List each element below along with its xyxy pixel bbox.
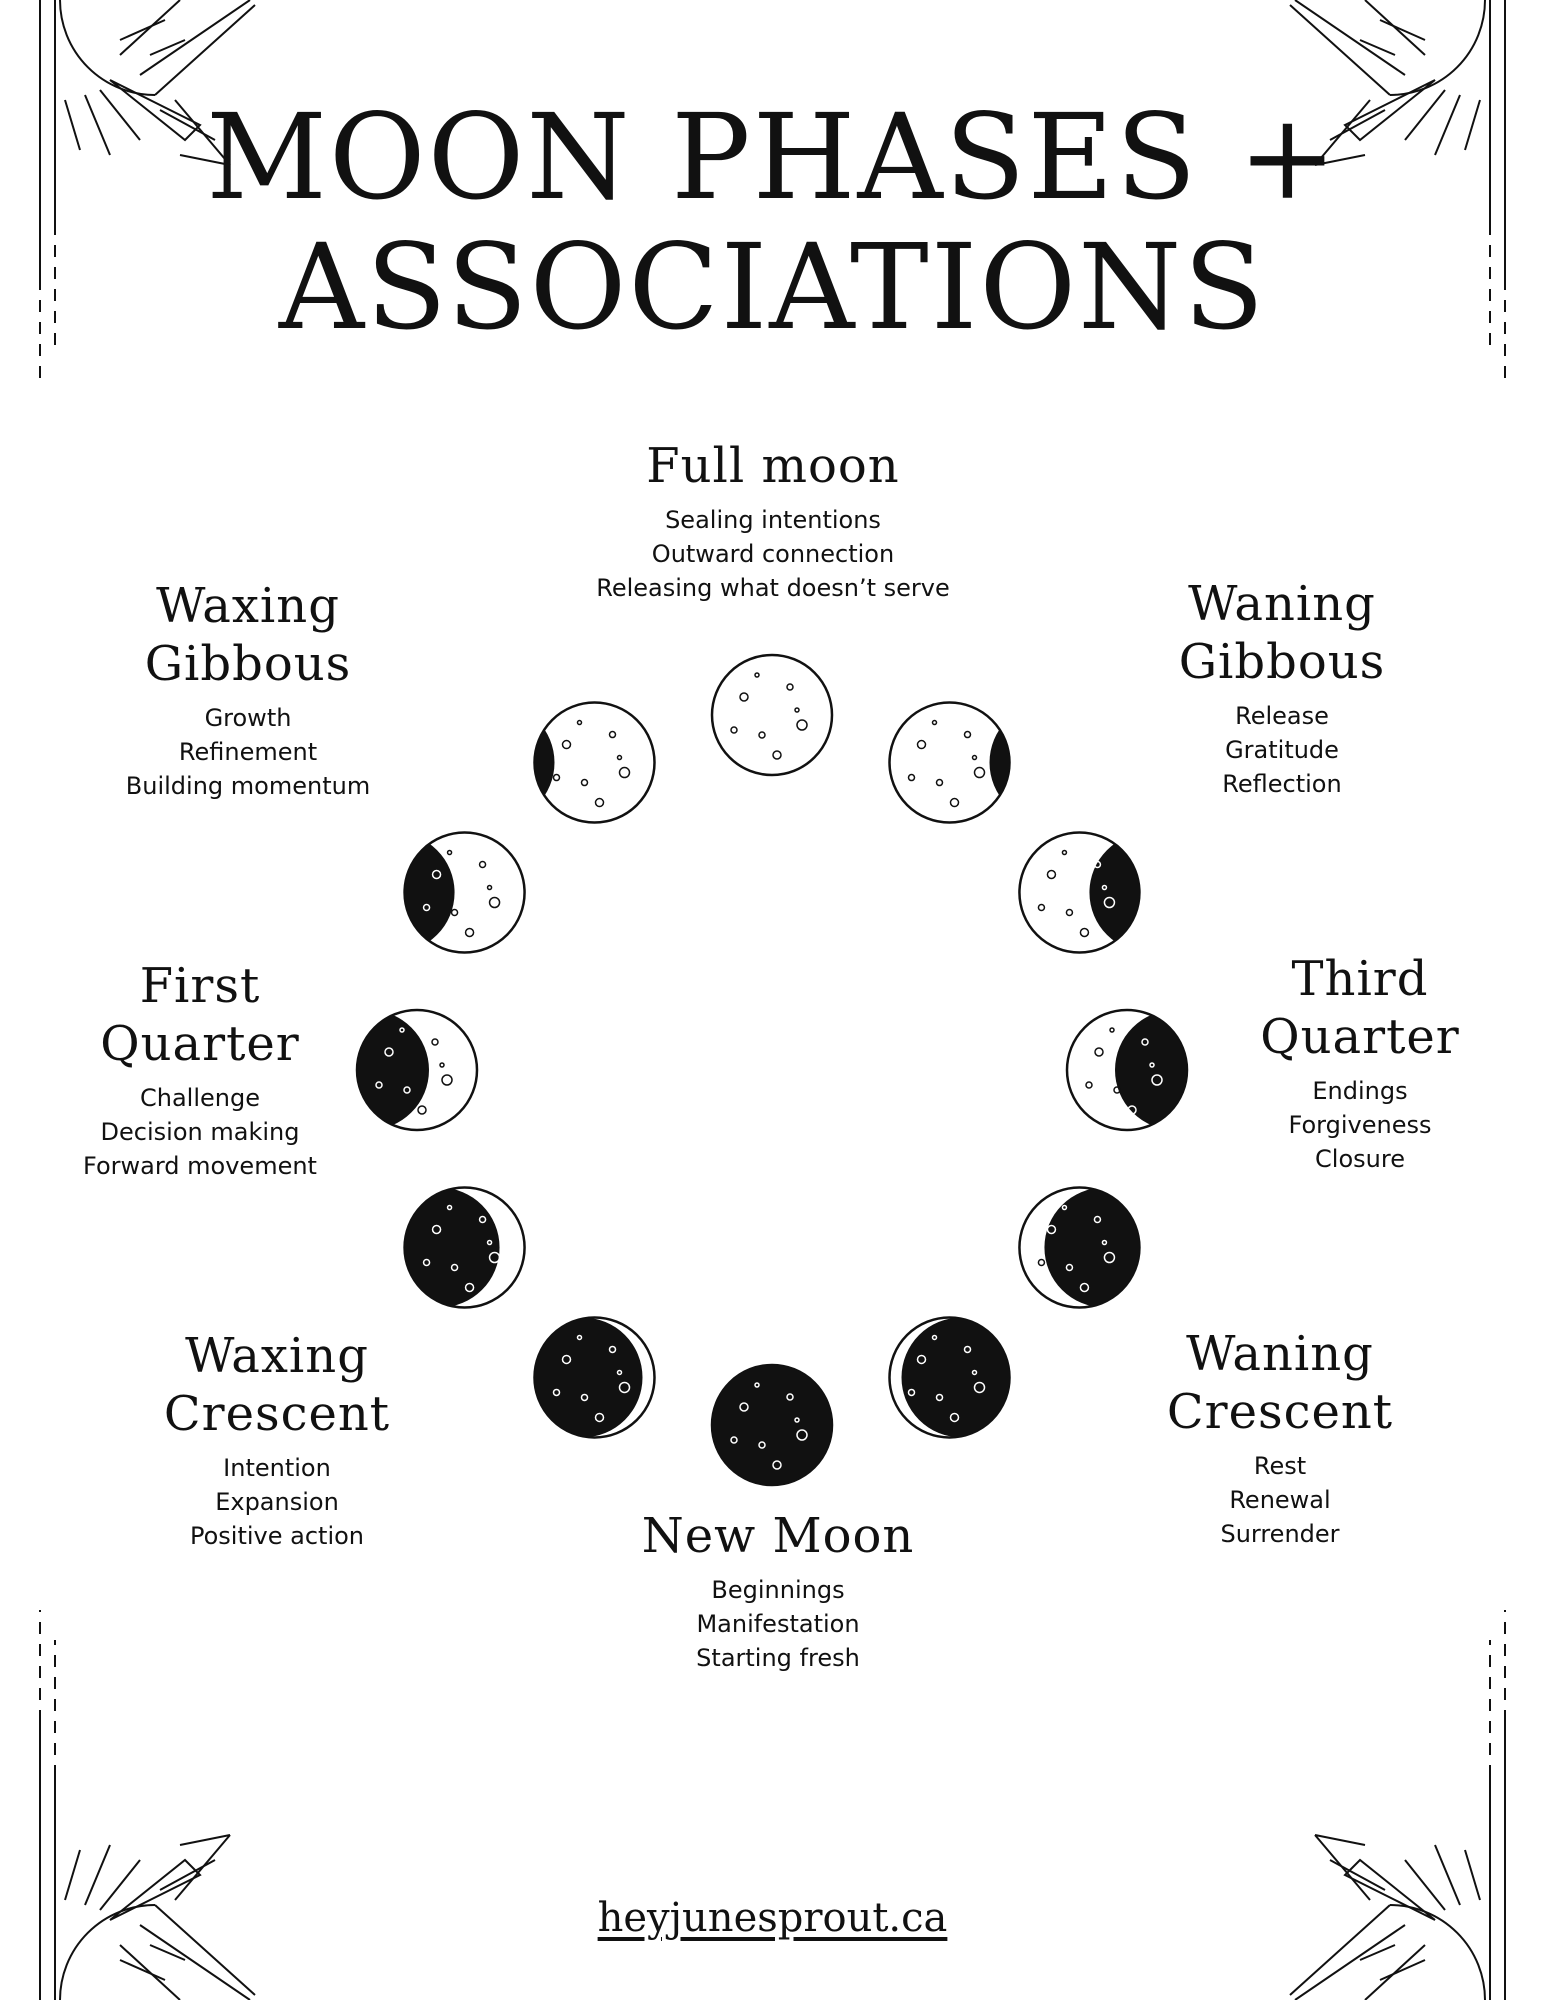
association-item: Challenge bbox=[140, 1084, 260, 1112]
phase-name-line: Crescent bbox=[163, 1386, 391, 1442]
association-item: Forgiveness bbox=[1288, 1111, 1432, 1139]
new-moon-icon bbox=[712, 1365, 832, 1485]
waning-gibbous-1-icon bbox=[890, 703, 1110, 823]
phase-name-line: Waning bbox=[1186, 1326, 1374, 1382]
phase-name-line: Full moon bbox=[646, 438, 900, 494]
association-item: Decision making bbox=[100, 1118, 300, 1146]
phase-associations-waxing-gibbous bbox=[98, 701, 398, 803]
phase-name-line: New Moon bbox=[641, 1508, 915, 1564]
association-item: Manifestation bbox=[696, 1610, 860, 1638]
association-item: Building momentum bbox=[125, 772, 371, 800]
waxing-gibbous-1-icon bbox=[435, 703, 655, 823]
phase-full-moon bbox=[573, 437, 973, 605]
phase-associations-third-quarter bbox=[1210, 1074, 1510, 1176]
phase-new-moon bbox=[578, 1507, 978, 1675]
phase-name-line: Quarter bbox=[1260, 1009, 1460, 1065]
association-item: Surrender bbox=[1220, 1520, 1340, 1548]
phase-waxing-gibbous bbox=[98, 577, 398, 803]
phase-waning-crescent bbox=[1130, 1325, 1430, 1551]
association-item: Endings bbox=[1312, 1077, 1408, 1105]
phase-third-quarter bbox=[1210, 950, 1510, 1176]
association-item: Rest bbox=[1253, 1452, 1307, 1480]
page-title-line-2: ASSOCIATIONS bbox=[278, 218, 1267, 356]
association-item: Growth bbox=[204, 704, 292, 732]
phase-name-new-moon bbox=[578, 1507, 978, 1565]
association-item: Gratitude bbox=[1225, 736, 1339, 764]
association-item: Beginnings bbox=[711, 1576, 845, 1604]
phase-waxing-crescent bbox=[127, 1327, 427, 1553]
phase-name-line: Third bbox=[1291, 951, 1429, 1007]
phase-name-waning-gibbous bbox=[1132, 575, 1432, 691]
association-item: Outward connection bbox=[651, 540, 895, 568]
phase-associations-waning-crescent bbox=[1130, 1449, 1430, 1551]
phase-name-waning-crescent bbox=[1130, 1325, 1430, 1441]
waxing-gibbous-2-icon bbox=[335, 833, 525, 953]
phase-waning-gibbous bbox=[1132, 575, 1432, 801]
phase-name-first-quarter bbox=[50, 957, 350, 1073]
phase-first-quarter bbox=[50, 957, 350, 1183]
phase-associations-full-moon bbox=[573, 503, 973, 605]
association-item: Sealing intentions bbox=[665, 506, 881, 534]
phase-associations-waxing-crescent bbox=[127, 1451, 427, 1553]
association-item: Starting fresh bbox=[696, 1644, 860, 1672]
phase-name-line: Quarter bbox=[100, 1016, 300, 1072]
association-item: Release bbox=[1235, 702, 1329, 730]
association-item: Expansion bbox=[215, 1488, 339, 1516]
association-item: Renewal bbox=[1229, 1486, 1331, 1514]
waning-crescent-1-icon bbox=[1019, 1188, 1164, 1308]
phase-name-waxing-crescent bbox=[127, 1327, 427, 1443]
association-item: Intention bbox=[223, 1454, 331, 1482]
phase-name-waxing-gibbous bbox=[98, 577, 398, 693]
phase-name-line: First bbox=[139, 958, 261, 1014]
phase-name-third-quarter bbox=[1210, 950, 1510, 1066]
association-item: Reflection bbox=[1222, 770, 1342, 798]
full-moon-icon bbox=[712, 655, 832, 775]
phase-name-line: Gibbous bbox=[1178, 634, 1386, 690]
website-link[interactable]: heyjunesprout.ca bbox=[597, 1895, 948, 1941]
waning-gibbous-2-icon bbox=[1019, 833, 1209, 953]
phase-associations-new-moon bbox=[578, 1573, 978, 1675]
association-item: Refinement bbox=[178, 738, 318, 766]
phase-name-line: Waxing bbox=[185, 1328, 369, 1384]
page-title-line-1: MOON PHASES + bbox=[206, 88, 1339, 226]
phase-associations-waning-gibbous bbox=[1132, 699, 1432, 801]
phase-name-line: Crescent bbox=[1166, 1384, 1394, 1440]
waning-crescent-2-icon bbox=[890, 1317, 1022, 1437]
association-item: Closure bbox=[1315, 1145, 1405, 1173]
phase-name-line: Gibbous bbox=[144, 636, 352, 692]
phase-associations-first-quarter bbox=[50, 1081, 350, 1183]
association-item: Forward movement bbox=[83, 1152, 317, 1180]
phase-name-line: Waning bbox=[1188, 576, 1376, 632]
waxing-crescent-2-icon bbox=[523, 1317, 655, 1437]
association-item: Releasing what doesn’t serve bbox=[596, 574, 950, 602]
phase-name-full-moon bbox=[573, 437, 973, 495]
phase-name-line: Waxing bbox=[156, 578, 340, 634]
waxing-crescent-1-icon bbox=[380, 1188, 525, 1308]
association-item: Positive action bbox=[189, 1522, 365, 1550]
